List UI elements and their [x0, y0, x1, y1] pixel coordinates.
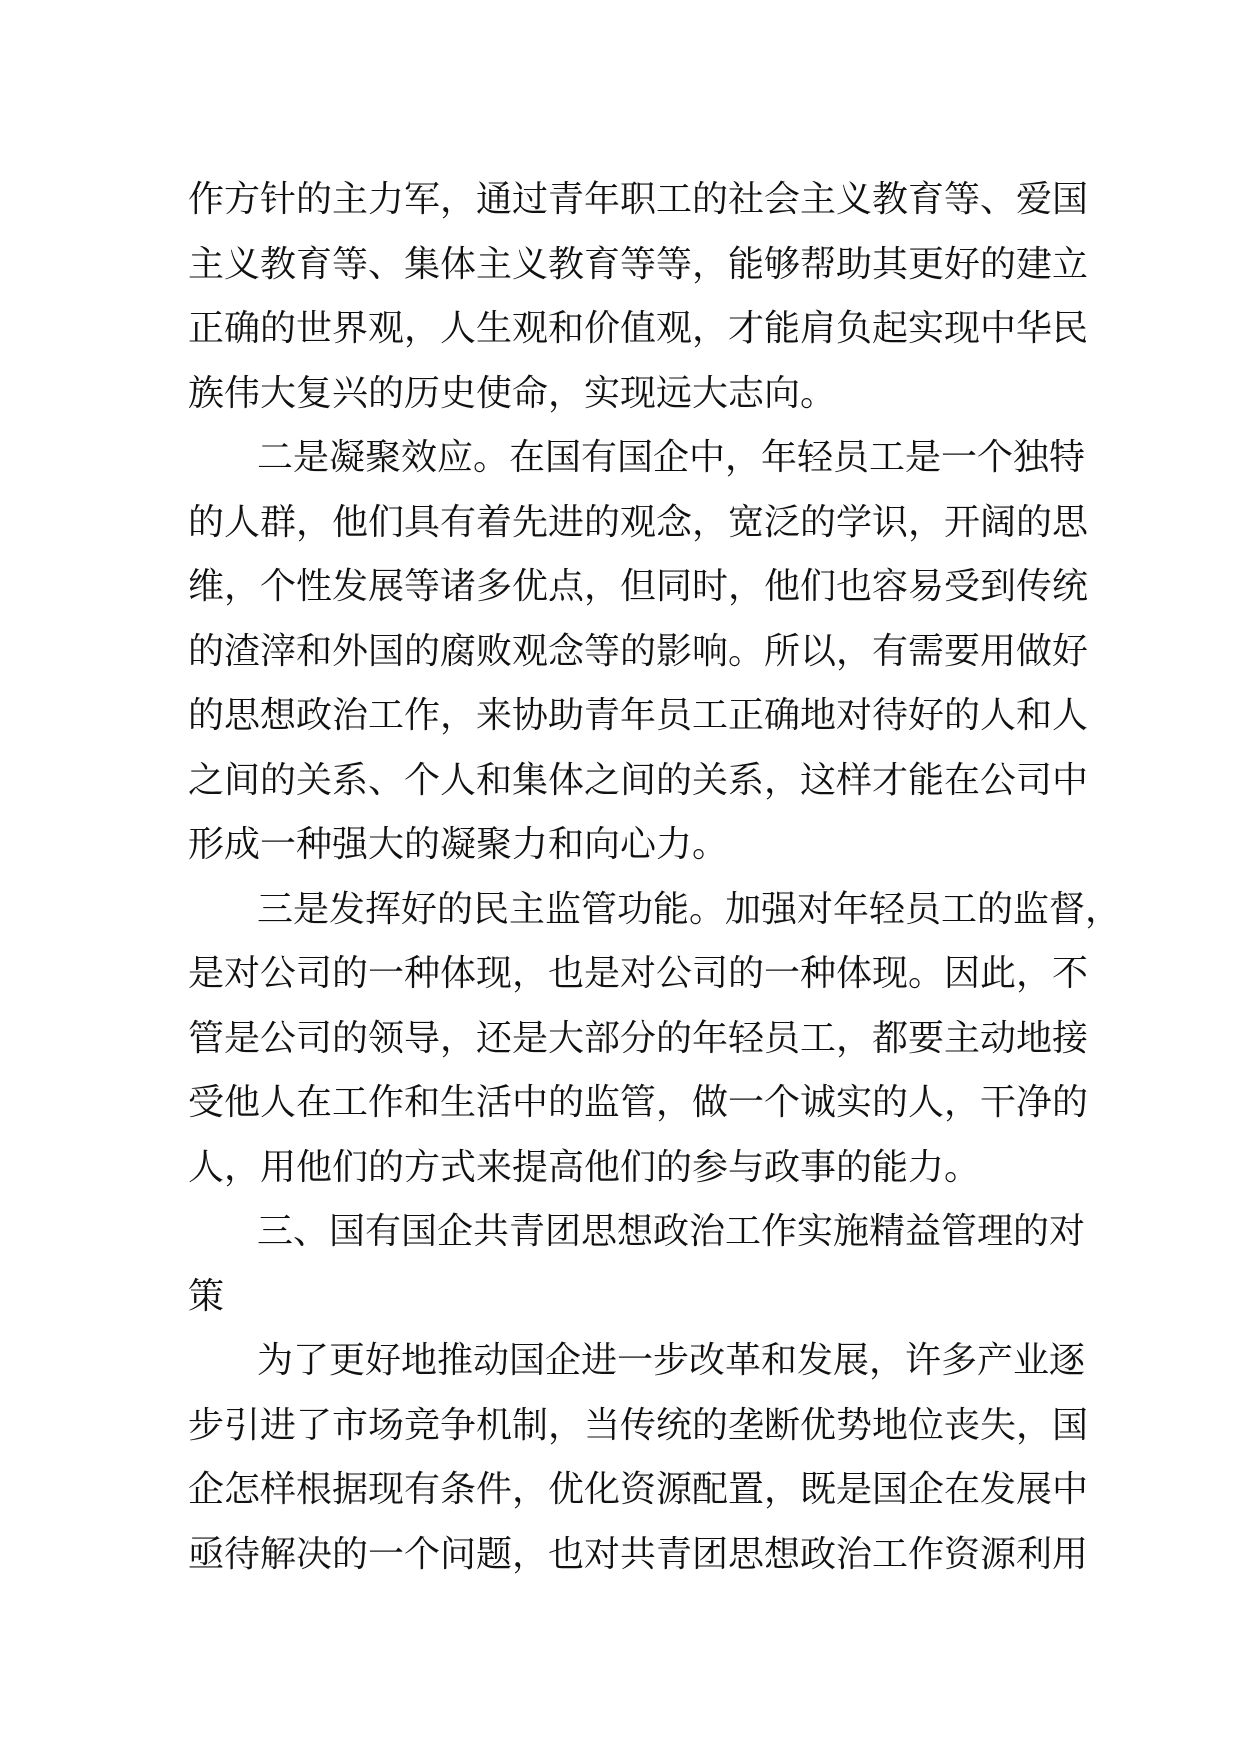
text-line: 受他人在工作和生活中的监管，做一个诚实的人，干净的 — [188, 1082, 1089, 1123]
text-line: 主义教育等、集体主义教育等等，能够帮助其更好的建立 — [188, 243, 1089, 285]
text-line: 管是公司的领导，还是大部分的年轻员工，都要主动地接 — [188, 1017, 1089, 1059]
paragraph-reform — [188, 1329, 1088, 1587]
paragraph-democratic-supervision — [188, 878, 1122, 1201]
text-line: 的渣滓和外国的腐败观念等的影响。所以，有需要用做好 — [188, 630, 1089, 672]
text-line: 步引进了市场竞争机制，当传统的垄断优势地位丧失，国 — [188, 1404, 1089, 1446]
text-line: 是对公司的一种体现，也是对公司的一种体现。因此，不 — [188, 953, 1089, 994]
text-line: 企怎样根据现有条件，优化资源配置，既是国企在发展中 — [188, 1469, 1089, 1510]
heading-line: 三、国有国企共青团思想政治工作实施精益管理的对 — [257, 1211, 1086, 1252]
text-line: 三是发挥好的民主监管功能。加强对年轻员工的监督， — [257, 888, 1122, 930]
document-body — [188, 168, 1122, 1587]
text-line: 形成一种强大的凝聚力和向心力。 — [188, 824, 729, 865]
section-heading-countermeasures — [188, 1200, 1088, 1329]
text-line: 的思想政治工作，来协助青年员工正确地对待好的人和人 — [188, 695, 1089, 736]
text-line: 二是凝聚效应。在国有国企中，年轻员工是一个独特 — [257, 437, 1086, 478]
text-line: 人，用他们的方式来提高他们的参与政事的能力。 — [188, 1146, 981, 1188]
text-line: 之间的关系、个人和集体之间的关系，这样才能在公司中 — [188, 759, 1089, 801]
text-line: 为了更好地推动国企进一步改革和发展，许多产业逐 — [257, 1340, 1086, 1381]
text-line: 族伟大复兴的历史使命，实现远大志向。 — [188, 372, 837, 414]
text-line: 维，个性发展等诸多优点，但同时，他们也容易受到传统 — [188, 566, 1089, 607]
text-line: 作方针的主力军，通过青年职工的社会主义教育等、爱国 — [188, 179, 1089, 220]
heading-line: 策 — [188, 1275, 225, 1317]
paragraph-cohesion-effect — [188, 426, 1088, 878]
text-line: 的人群，他们具有着先进的观念，宽泛的学识，开阔的思 — [188, 501, 1089, 543]
text-line: 亟待解决的一个问题，也对共青团思想政治工作资源利用 — [188, 1533, 1089, 1575]
text-line: 正确的世界观，人生观和价值观，才能肩负起实现中华民 — [188, 308, 1089, 349]
paragraph-continuation — [188, 168, 1088, 426]
